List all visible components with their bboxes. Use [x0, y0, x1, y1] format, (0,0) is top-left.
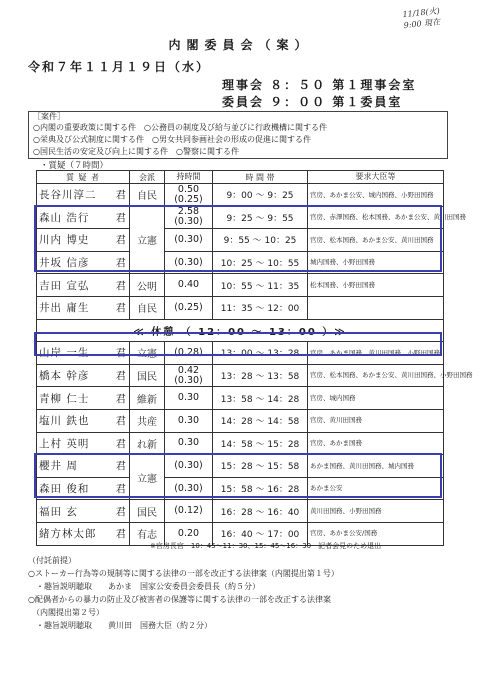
requested-ministers: 松本国務、小野田国務 [308, 274, 444, 297]
party: 公明 [130, 274, 165, 297]
requested-ministers: 官房、あかま国務 [308, 432, 444, 455]
honorific: 君 [115, 505, 127, 518]
time-slot: 15：58 〜 16：28 [213, 477, 308, 500]
handwritten-note [402, 3, 464, 31]
header-requested: 要求大臣等 [308, 171, 444, 184]
questioner-name: 櫻井 周 [39, 460, 78, 473]
header-duration: 持時間 [165, 171, 213, 184]
duration: (0.30) [165, 251, 213, 274]
honorific: 君 [115, 415, 127, 428]
duration: 0.20 [165, 522, 213, 545]
case-item: ○内閣の重要政策に関する件 ○公務員の制度及び給与並びに行政機構に関する件 [33, 123, 327, 132]
schedule-table [36, 170, 473, 546]
honorific: 君 [115, 460, 127, 473]
time-slot: 16：28 〜 16：40 [213, 500, 308, 523]
party: 自民 [130, 184, 165, 207]
party: 自民 [130, 296, 165, 319]
footer-line: （付託前提） [28, 556, 76, 565]
requested-ministers: 城内国務、小野田国務 [308, 251, 444, 274]
header-time-slot: 時 間 帯 [213, 171, 308, 184]
duration: (0.30) [165, 229, 213, 252]
table-header-row [37, 171, 444, 184]
time-slot: 9：25 〜 9：55 [213, 206, 308, 229]
footer-line: ・趣旨説明聴取 黄川田 国務大臣（約２分） [28, 621, 212, 630]
honorific: 君 [115, 528, 127, 541]
duration: (0.25) [165, 296, 213, 319]
question-header: ・質疑（７時間） [40, 161, 109, 171]
honorific: 君 [115, 347, 127, 360]
table-row [37, 432, 444, 455]
table-row [37, 455, 444, 478]
header-questioner: 質 疑 者 [37, 171, 130, 184]
case-label: ［案件］ [33, 112, 65, 121]
footer-line: ○配偶者からの暴力の防止及び被害者の保護等に関する法律の一部を改正する法律案 [28, 595, 331, 604]
table-row [37, 477, 444, 500]
time-slot: 10：55 〜 11：35 [213, 274, 308, 297]
duration: (0.28) [165, 342, 213, 365]
honorific: 君 [115, 279, 127, 292]
duration: 0.50 [177, 183, 200, 195]
honorific: 君 [115, 437, 127, 450]
honorific: 君 [115, 189, 127, 202]
questioner-name: 川内 博史 [39, 234, 90, 247]
questioner-name: 長谷川淳二 [39, 189, 97, 202]
requested-ministers: あかま公安 [308, 477, 444, 500]
questioner-name: 吉田 宣弘 [39, 279, 90, 292]
table-row [37, 387, 444, 410]
duration: (0.12) [165, 500, 213, 523]
time-slot: 16：40 〜 17：00 [213, 522, 308, 545]
requested-ministers: 官房、赤澤国務、松本国務、あかま公安、黄川田国務 [308, 206, 444, 229]
time-slot: 14：58 〜 15：28 [213, 432, 308, 455]
duration: 0.40 [165, 274, 213, 297]
time-slot: 15：28 〜 15：58 [213, 455, 308, 478]
table-row [37, 206, 444, 229]
questioner-name: 森山 浩行 [39, 211, 90, 224]
footer-line: （内閣提出第２号） [28, 608, 104, 617]
party: 国民 [130, 500, 165, 523]
duration: 2.58 [177, 206, 200, 218]
questioner-name: 福田 玄 [39, 505, 78, 518]
table-row [37, 229, 444, 252]
requested-ministers: 官房、あかま国務、黄川田国務、小野田国務 [308, 342, 444, 365]
duration: 0.42 [177, 364, 200, 376]
duration: (0.30) [165, 455, 213, 478]
footer-line: ・趣旨説明聴取 あかま 国家公安委員会委員長（約５分） [28, 582, 260, 591]
requested-ministers: 官房、城内国務 [308, 387, 444, 410]
honorific: 君 [115, 211, 127, 224]
questioner-name: 井出 庸生 [39, 302, 90, 315]
table-row [37, 296, 444, 319]
page-title: 内閣委員会（案） [168, 38, 313, 52]
party: 立憲 [130, 342, 165, 365]
requested-ministers: 官房、あかま公安、城内国務、小野田国務 [308, 184, 444, 207]
duration-sub: (0.30) [174, 374, 203, 386]
party: 立憲 [130, 206, 165, 274]
questioner-name: 塩川 鉄也 [39, 415, 90, 428]
questioner-name: 森田 俊和 [39, 483, 90, 496]
requested-ministers: 黄川田国務、小野田国務 [308, 500, 444, 523]
table-row [37, 184, 444, 207]
time-slot: 13：00 〜 13：28 [213, 342, 308, 365]
meeting-board: 理事会 ８：５０ 第１理事会室 [222, 78, 417, 92]
case-box [28, 111, 448, 159]
honorific: 君 [115, 234, 127, 247]
party: 共産 [130, 409, 165, 432]
table-note: ※官房長官 10：45〜11：30、15：45〜16：30 記者会見のため退出 [150, 542, 382, 550]
meeting-date: 令和７年１１月１９日（水） [28, 60, 211, 74]
honorific: 君 [115, 370, 127, 383]
meeting-committee: 委員会 ９：００ 第１委員室 [222, 95, 403, 109]
header-party: 会派 [130, 171, 165, 184]
requested-ministers: 官房、松本国務、あかま公安、黄川田国務 [308, 229, 444, 252]
case-item: ○栄典及び公式制度に関する件 ○男女共同参画社会の形成の促進に関する件 [33, 135, 311, 144]
time-slot: 10：25 〜 10：55 [213, 251, 308, 274]
party: 国民 [130, 364, 165, 387]
honorific: 君 [115, 257, 127, 270]
case-item: ○国民生活の安定及び向上に関する件 ○警察に関する件 [33, 147, 239, 156]
table-row [37, 364, 444, 387]
table-row [37, 500, 444, 523]
honorific: 君 [115, 302, 127, 315]
time-slot: 13：28 〜 13：58 [213, 364, 308, 387]
handwritten-note-line-2: 9:00 現在 [403, 17, 441, 31]
duration: 0.30 [165, 387, 213, 410]
table-row [37, 409, 444, 432]
requested-ministers: 官房、松本国務、あかま公安、黄川田国務、小野田国務 [308, 364, 444, 387]
questioner-name: 上村 英明 [39, 437, 90, 450]
honorific: 君 [115, 392, 127, 405]
requested-ministers: 官房、黄川田国務 [308, 409, 444, 432]
table-row [37, 342, 444, 365]
handwritten-note-line-1: 11/18(火) [402, 6, 441, 20]
footer-line: ○ストーカー行為等の規制等に関する法律の一部を改正する法律案（内閣提出第１号） [28, 569, 339, 578]
recess-row [37, 319, 444, 342]
time-slot: 9：00 〜 9：25 [213, 184, 308, 207]
requested-ministers [308, 296, 444, 319]
requested-ministers: あかま国務、黄川田国務、城内国務 [308, 455, 444, 478]
time-slot: 9：55 〜 10：25 [213, 229, 308, 252]
honorific: 君 [115, 483, 127, 496]
questioner-name: 山岸 一生 [39, 347, 90, 360]
duration-sub: (0.30) [174, 216, 203, 228]
duration: 0.30 [165, 409, 213, 432]
party: 維新 [130, 387, 165, 410]
duration-sub: (0.25) [174, 193, 203, 205]
requested-ministers: 官房、あかま公安/国務 [308, 522, 444, 545]
questioner-name: 橋本 幹彦 [39, 370, 90, 383]
duration: 0.30 [165, 432, 213, 455]
party: 立憲 [130, 455, 165, 500]
time-slot: 13：58 〜 14：28 [213, 387, 308, 410]
duration: (0.30) [165, 477, 213, 500]
party: 有志 [130, 522, 165, 545]
questioner-name: 緒方林太郎 [39, 528, 97, 541]
time-slot: 11：35 〜 12：00 [213, 296, 308, 319]
party: れ新 [130, 432, 165, 455]
questioner-name: 井坂 信彦 [39, 257, 90, 270]
table-row [37, 251, 444, 274]
time-slot: 14：28 〜 14：58 [213, 409, 308, 432]
questioner-name: 青柳 仁士 [39, 392, 90, 405]
recess-label: ≪ 休憩 （ 12：00 〜 13：00 ）≫ [37, 319, 444, 342]
table-row [37, 274, 444, 297]
